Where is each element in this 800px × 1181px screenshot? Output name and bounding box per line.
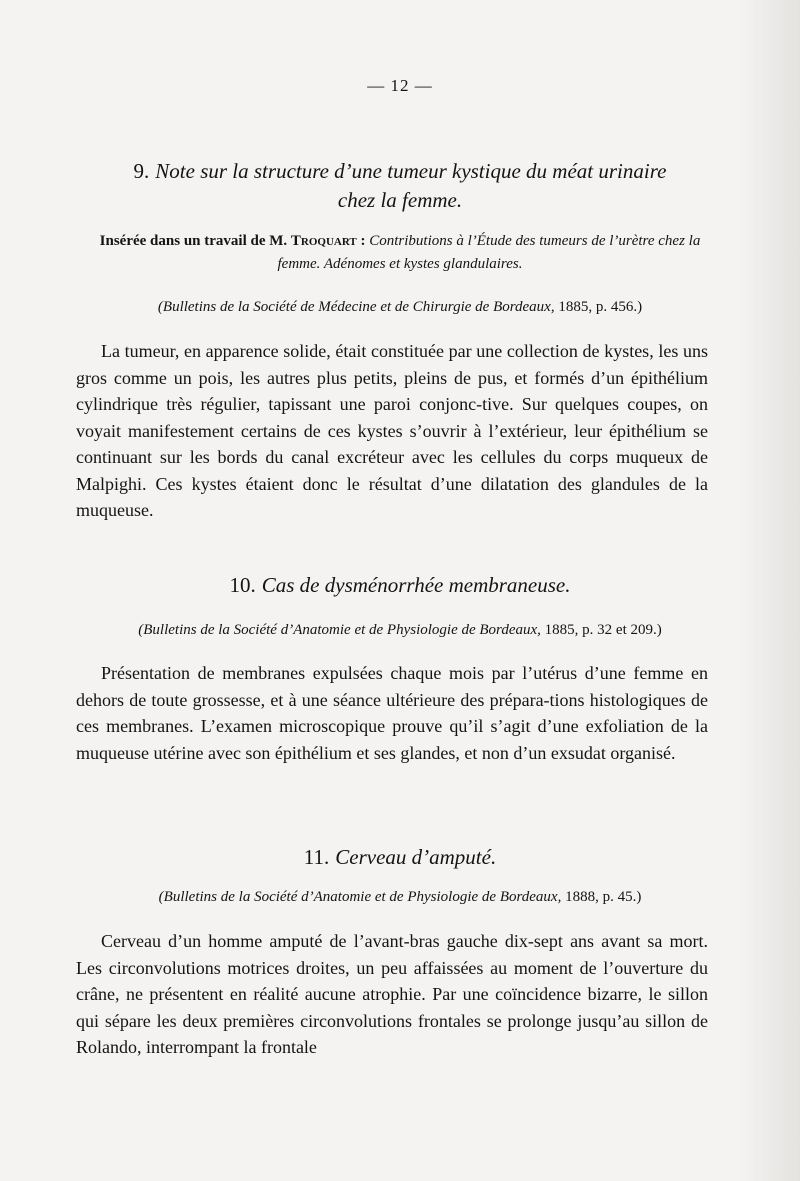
- section-10-title: [80, 571, 720, 600]
- section-10-reference-source: (Bulletins de la Société d’Anatomie et de Physiologie de Bordeaux,: [138, 622, 541, 638]
- section-11-reference-source: (Bulletins de la Société d’Anatomie et de Physiologie de Bordeaux,: [158, 889, 562, 905]
- section-11-body: Cerveau d’un homme amputé de l’avant-bras gauche dix-sept ans avant sa mort. Les circonvolutions motrices droites, un peu affaissées au moment de l’ouverture du crâne, ne présentent en réalité aucune atrophie. Par une coïncidence bizarre, le sillon qui sépare les deux premières circonvolutions frontales se prolonge jusqu’au sillon de Rolando, interrompant la frontale: [76, 931, 708, 1057]
- section-9-title-line2: chez la femme.: [337, 188, 463, 212]
- note-author: Troquart: [290, 233, 357, 249]
- note-colon: :: [356, 233, 366, 249]
- section-11-title: [80, 843, 720, 872]
- page-number: — 12 —: [367, 76, 433, 95]
- section-11-reference-pages: 1888, p. 45.): [565, 889, 642, 905]
- section-10-number: 10.: [229, 573, 256, 597]
- section-10-reference: [74, 619, 726, 641]
- section-11-reference: [74, 886, 726, 908]
- section-9-body: La tumeur, en apparence solide, était constituée par une collection de kystes, les uns gros comme un pois, les autres plus petits, pleins de pus, et formés d’un épithélium cylindrique très régulier, tapissant une paroi conjonc-tive. Sur quelques coupes, on voyait manifestement certains de ces kystes s’ouvrir à l’extérieur, leur épithélium se continuant sur les bords du canal excréteur avec les cellules du corps muqueux de Malpighi. Ces kystes étaient donc le résultat d’une dilatation des glandules de la muqueuse.: [76, 341, 708, 520]
- section-10-title-text: Cas de dysménorrhée membraneuse.: [261, 573, 571, 597]
- section-10-body: Présentation de membranes expulsées chaque mois par l’utérus d’une femme en dehors de toute grossesse, et à une séance ultérieure des prépara-tions histologiques de ces membranes. L’examen microscopique prouve qu’il s’agit d’une exfoliation de la muqueuse utérine avec son épithélium et ses glandes, et non d’un exsudat organisé.: [76, 663, 708, 763]
- section-9-reference-source: (Bulletins de la Société de Médecine et de Chirurgie de Bordeaux,: [157, 299, 555, 315]
- section-9-reference: [74, 296, 726, 318]
- scan-edge-shadow: [740, 0, 800, 1181]
- section-9-title: [80, 157, 720, 215]
- note-work-title: Contributions à l’Étude des tumeurs de l’urètre chez la femme. Adénomes et kystes glandulaires.: [277, 233, 701, 272]
- section-11-title-text: Cerveau d’amputé.: [335, 845, 497, 869]
- section-9-reference-pages: 1885, p. 456.): [558, 299, 643, 315]
- section-9-insertion-note: [90, 230, 710, 276]
- section-10-reference-pages: 1885, p. 32 et 209.): [544, 622, 662, 638]
- section-9-number: 9.: [133, 159, 150, 183]
- section-11-number: 11.: [303, 845, 330, 869]
- section-9-title-line1: Note sur la structure d’une tumeur kystique du méat urinaire: [155, 159, 667, 183]
- note-prefix: Insérée dans un travail de M.: [99, 233, 288, 249]
